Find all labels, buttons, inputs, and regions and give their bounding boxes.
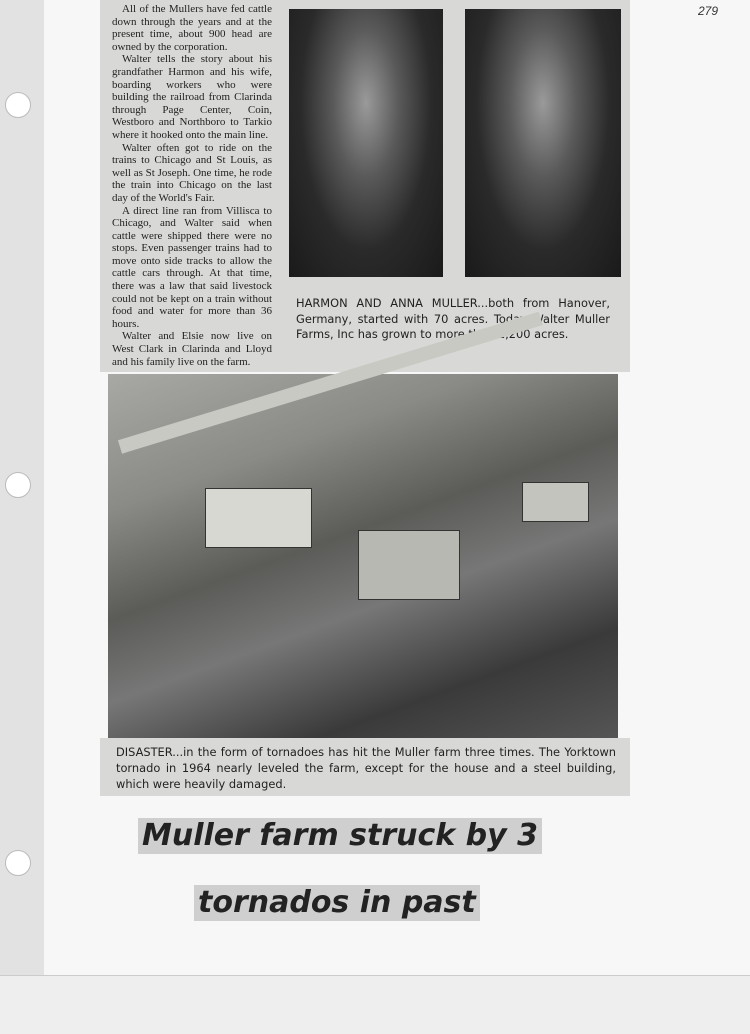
article-paragraph: All of the Mullers have fed cattle down through the years and at the present time, about 900 head are owned by the corporation. [112,3,272,53]
article-paragraph: Walter tells the story about his grandfather Harmon and his wife, boarding workers who were building the railroad from Clarinda through Page Center, Coin, Westboro and Northboro to Tarkio where it hooked onto the main line. [112,53,272,141]
portrait-harmon-muller [289,9,443,277]
punch-hole [5,850,31,876]
punch-hole [5,92,31,118]
portrait-caption: HARMON AND ANNA MULLER...both from Hanover, Germany, started with 70 acres. Today Walter Muller Farms, Inc has grown to more than 1,200 acres. [296,296,610,341]
photo-outbuilding [522,482,589,522]
headline-line-1: Muller farm struck by 3 [138,818,542,854]
article-paragraph: A direct line ran from Villisca to Chicago, and Walter said when cattle were shipped there were no stops. Even passenger trains had to move onto side tracks to allow the cattle cars through. At that time, there was a law that said livestock could not be kept on a train without food and water for more than 36 hours. [112,204,272,330]
headline-line-2: tornados in past [194,885,480,921]
article-column [112,3,272,368]
scanner-bed [0,975,750,1034]
photo-caption: DISASTER...in the form of tornadoes has hit the Muller farm three times. The Yorktown tornado in 1964 nearly leveled the farm, except for the house and a steel building, which were heavily damaged. [116,745,616,791]
article-paragraph: Walter and Elsie now live on West Clark in Clarinda and Lloyd and his family live on the farm. [112,330,272,368]
photo-farmhouse [205,488,312,548]
binder-margin [0,0,45,975]
page-number: 279 [698,4,719,18]
punch-hole [5,472,31,498]
portrait-anna-muller [465,9,621,277]
photo-steel-building [358,530,460,600]
article-paragraph: Walter often got to ride on the trains to Chicago and St Louis, as well as St Joseph. One time, he rode the train into Chicago on the last day of the World's Fair. [112,141,272,204]
